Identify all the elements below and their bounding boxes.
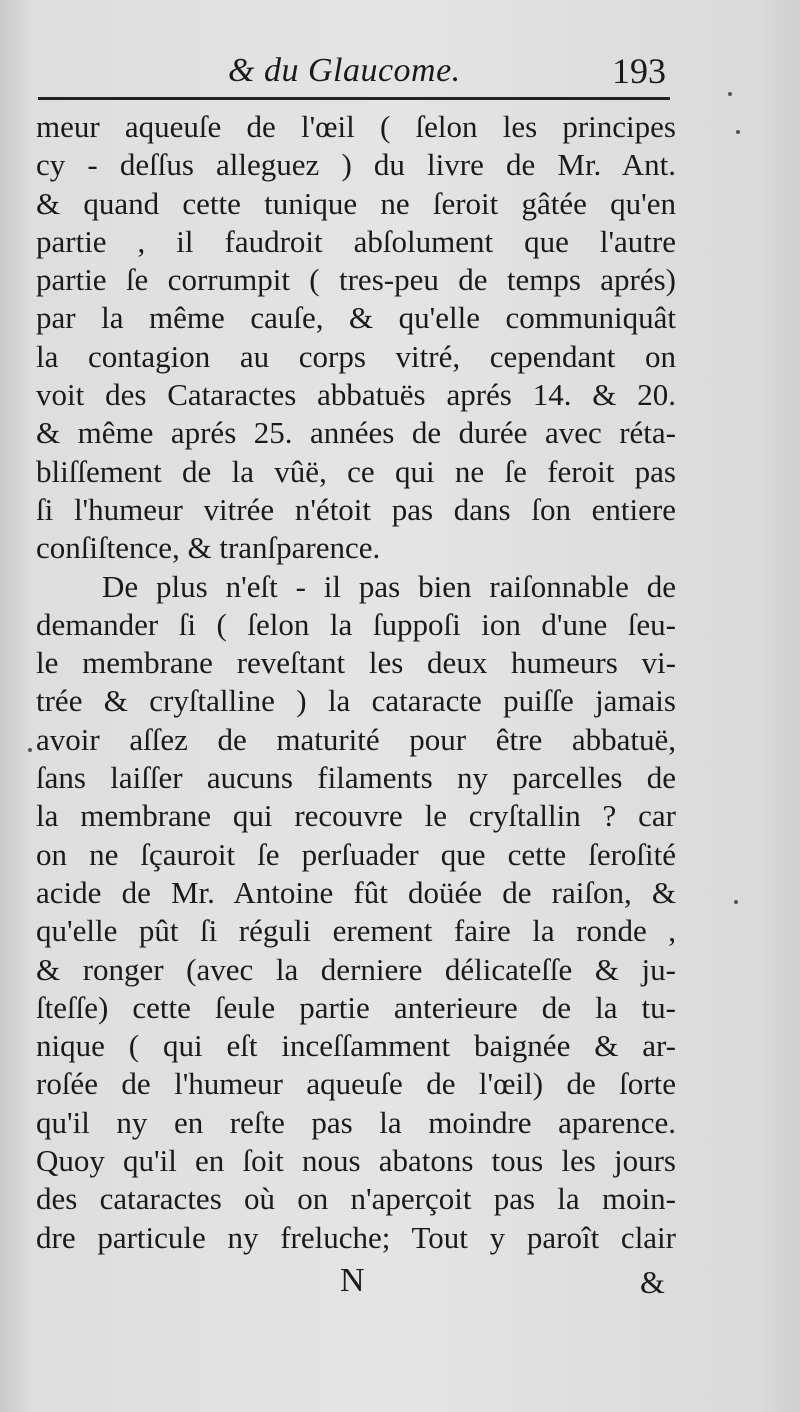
paragraph-start-line: De plus n'eſt - il pas bien raiſonnable de xyxy=(102,568,676,604)
text-line: qu'il ny en reſte pas la moindre aparence. xyxy=(36,1104,676,1140)
text-line: voit des Cataractes abbatuës aprés 14. & 20. xyxy=(36,377,676,413)
text-line: meur aqueuſe de l'œil ( ſelon les principes xyxy=(36,109,676,144)
text-line: roſée de l'humeur aqueuſe de l'œil) de ſorte xyxy=(36,1066,676,1102)
ink-speck xyxy=(28,748,32,752)
ink-speck xyxy=(734,900,738,904)
text-line: trée & cryſtalline ) la cataracte puiſſe jamais xyxy=(36,683,676,719)
text-line: partie , il faudroit abſolument que l'autre xyxy=(36,223,676,259)
page-number: 193 xyxy=(612,51,666,91)
text-line: demander ſi ( ſelon la ſuppoſi ion d'une ſeu- xyxy=(36,606,676,642)
ink-speck xyxy=(736,130,740,134)
text-line: Quoy qu'il en ſoit nous abatons tous les jours xyxy=(36,1143,676,1179)
running-head xyxy=(0,40,800,100)
header-rule xyxy=(38,97,670,100)
ink-speck xyxy=(728,92,732,96)
text-line: des cataractes où on n'aperçoit pas la moin- xyxy=(36,1181,676,1217)
signature-mark: N xyxy=(340,1262,365,1299)
text-line: la membrane qui recouvre le cryſtallin ? car xyxy=(36,798,676,834)
text-line: & quand cette tunique ne ſeroit gâtée qu'en xyxy=(36,185,676,221)
paragraph-end-line: conſiſtence, & tranſparence. xyxy=(36,530,381,566)
text-line: nique ( qui eſt inceſſamment baignée & ar- xyxy=(36,1028,676,1064)
text-line: avoir aſſez de maturité pour être abbatuë, xyxy=(36,721,676,757)
text-line: dre particule ny freluche; Tout y paroît clair xyxy=(36,1219,676,1255)
text-line: on ne ſçauroit ſe perſuader que cette ſeroſité xyxy=(36,836,676,872)
text-line: qu'elle pût ſi réguli erement faire la ronde , xyxy=(36,913,676,949)
text-line: le membrane reveſtant les deux humeurs vi- xyxy=(36,645,676,681)
text-line: cy - deſſus alleguez ) du livre de Mr. Ant. xyxy=(36,147,676,183)
text-line: ſans laiſſer aucuns filaments ny parcelles de xyxy=(36,760,676,796)
text-line: partie ſe corrumpit ( tres-peu de temps aprés) xyxy=(36,262,676,298)
text-line: la contagion au corps vitré, cependant on xyxy=(36,338,676,374)
text-line: ſi l'humeur vitrée n'étoit pas dans ſon entiere xyxy=(36,491,676,527)
text-line: acide de Mr. Antoine fût doüée de raiſon, & xyxy=(36,874,676,910)
text-line: ſteſſe) cette ſeule partie anterieure de la tu- xyxy=(36,989,676,1025)
body-text xyxy=(36,108,676,1257)
text-line: par la même cauſe, & qu'elle communiquât xyxy=(36,300,676,336)
text-line: bliſſement de la vûë, ce qui ne ſe feroit pas xyxy=(36,453,676,489)
text-line: & ronger (avec la derniere délicateſſe & ju- xyxy=(36,951,676,987)
running-title: & du Glaucome. xyxy=(228,52,461,89)
text-line: & même aprés 25. années de durée avec réta- xyxy=(36,415,676,451)
catchword: & xyxy=(640,1264,665,1300)
